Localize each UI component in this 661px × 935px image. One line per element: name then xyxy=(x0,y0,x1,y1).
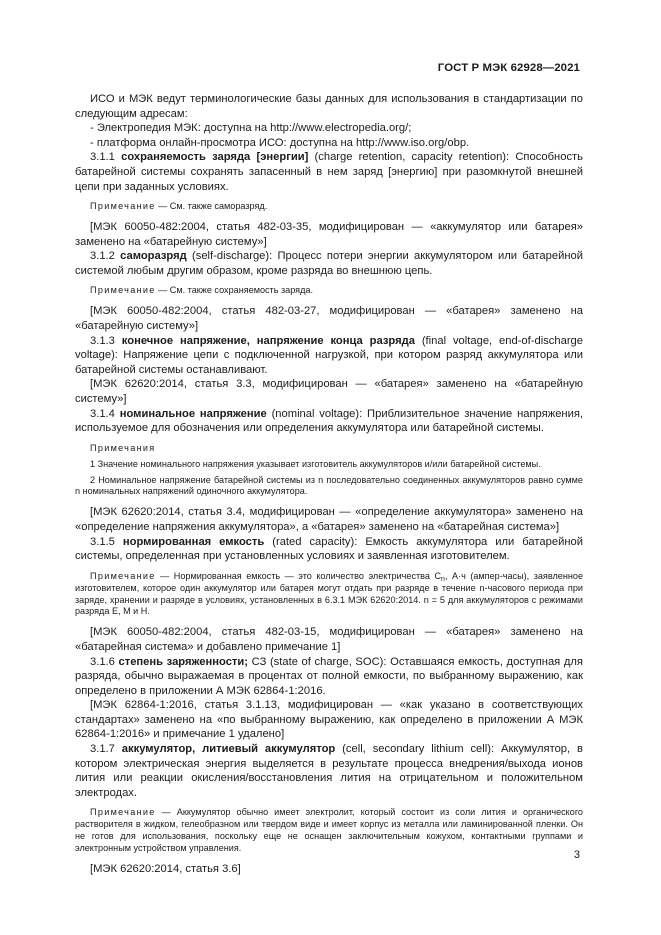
source-3-1-5: [МЭК 60050-482:2004, статья 482-03-15, модифицирован — «батарея» заменено на «батарейная система» и добавлено примечание 1] xyxy=(75,626,583,653)
note-label: Примечание xyxy=(90,285,156,296)
subscript-n: n xyxy=(441,575,445,583)
source-3-1-6: [МЭК 62864-1:2016, статья 3.1.13, модифицирован — «как указано в соответствующих стандартах» заменено на «по выбранному выражению, как определено в приложении А МЭК 62864-1:2016» и примечание 1 удалено] xyxy=(75,699,583,741)
source-3-1-4: [МЭК 62620:2014, статья 3.4, модифицирован — «определение аккумулятора» заменено на «определение напряжения аккумулятора», а «батарея» заменено на «батарейная система»] xyxy=(75,506,583,533)
term-title: саморазряд xyxy=(120,250,187,263)
term-definition: (cell, secondary lithium cell): Аккумулятор, в котором электрическая энергия выделяется в результате процесса внедрения/выхода ионов лития или реакции окисления/восстановления лития на отрицательном и положительном электродах. xyxy=(75,743,583,799)
source-3-1-3: [МЭК 62620:2014, статья 3.3, модифицирован — «батарея» заменено на «батарейную систему»] xyxy=(75,378,583,405)
term-3-1-5 xyxy=(75,535,583,564)
term-number: 3.1.1 xyxy=(90,151,122,164)
standard-code: ГОСТ Р МЭК 62928—2021 xyxy=(437,62,580,74)
notes-label-3-1-4 xyxy=(75,443,583,455)
source-3-1-1: [МЭК 60050-482:2004, статья 482-03-35, модифицирован — «аккумулятор или батарея» заменено на «батарейную систему»] xyxy=(75,221,583,248)
term-3-1-2 xyxy=(75,249,583,278)
note-3-1-2 xyxy=(75,285,583,297)
term-3-1-4 xyxy=(75,407,583,436)
term-number: 3.1.6 xyxy=(90,655,119,668)
note-label: Примечание xyxy=(90,807,156,818)
note-text: — См. также саморазряд. xyxy=(155,201,268,212)
term-3-1-1 xyxy=(75,150,583,194)
term-number: 3.1.2 xyxy=(90,250,121,263)
note-3-1-1 xyxy=(75,201,583,213)
term-title: сохраняемость заряда [энергии] xyxy=(121,151,309,164)
note-text: — Аккумулятор обычно имеет электролит, который состоит из соли лития и органического растворителя в жидком, гелеобразном или твердом виде и имеет корпус из металла или ламинированной пленки. Он не готов для использования, поскольку еще не оснащен заключительным кожухом, контактными группами и электронным устройством управления. xyxy=(75,807,583,854)
note-2-3-1-4: 2 Номинальное напряжение батарейной системы из n последовательно соединенных аккумуляторов равно сумме n номинальных напряжений одиночного аккумулятора. xyxy=(75,474,583,497)
note-text: — См. также сохраняемость заряда. xyxy=(155,285,313,296)
note-text-b: , А·ч (ампер-часы), заявленное изготовителем, которое один аккумулятор или батарея могут отдать при разряде в течение n-часового периода при заряде, хранении и разряде в условиях, установленных в 6.3.1 МЭК 62620:2014. n = 5 для аккумуляторов с режимами разряда Е, М и Н. xyxy=(75,570,583,617)
note-text-a: — Нормированная емкость — это количество электричества C xyxy=(155,570,442,581)
term-title: аккумулятор, литиевый аккумулятор xyxy=(121,743,336,756)
term-definition: (charge retention, capacity retention): Способность батарейной системы сохранять запасенный в нем заряд [энергию] при разомкнутой внешней цепи при заданных условиях. xyxy=(75,151,583,193)
term-3-1-3 xyxy=(75,334,583,378)
term-number: 3.1.7 xyxy=(90,743,122,756)
term-definition: СЗ (state of charge, SOC): Оставшаяся емкость, доступная для разряда, обычно выражаемая в процентах от полной емкости, по выбранному выражению, как определено в приложении А МЭК 62864-1:2016. xyxy=(75,655,583,697)
note-3-1-7 xyxy=(75,807,583,855)
term-title: нормированная емкость xyxy=(122,535,265,548)
bullet-electropedia: - Электропедия МЭК: доступна на http://www.electropedia.org/; xyxy=(90,122,412,135)
note-3-1-5 xyxy=(75,571,583,619)
source-3-1-2: [МЭК 60050-482:2004, статья 482-03-27, модифицирован — «батарея» заменено на «батарейную систему»] xyxy=(75,305,583,332)
note-1-3-1-4: 1 Значение номинального напряжения указывает изготовитель аккумуляторов и/или батарейной системы. xyxy=(90,458,541,469)
term-definition: (final voltage, end-of-discharge voltage): Напряжение цепи с подключенной нагрузкой, при котором разряд аккумулятора или батарейной системы останавливают. xyxy=(75,334,583,376)
term-number: 3.1.4 xyxy=(90,407,120,420)
bullet-iso-obp: - платформа онлайн-просмотра ИСО: доступна на http://www.iso.org/obp. xyxy=(90,136,470,149)
note-label: Примечание xyxy=(90,570,156,581)
intro-paragraph: ИСО и МЭК ведут терминологические базы данных для использования в стандартизации по следующим адресам: xyxy=(75,93,583,120)
term-3-1-6 xyxy=(75,655,583,699)
term-3-1-7 xyxy=(75,742,583,800)
notes-label: Примечания xyxy=(90,442,156,453)
term-title: конечное напряжение, напряжение конца разряда xyxy=(121,334,415,347)
note-label: Примечание xyxy=(90,201,156,212)
term-title: номинальное напряжение xyxy=(119,407,267,420)
term-number: 3.1.3 xyxy=(90,334,122,347)
term-definition: (nominal voltage): Приблизительное значение напряжения, используемое для обозначения или определения аккумулятора или батарейной системы. xyxy=(75,407,584,435)
term-definition: (rated capacity): Емкость аккумулятора или батарейной системы, определенная при установленных условиях и заявленная изготовителем. xyxy=(75,535,583,563)
body-text xyxy=(75,92,583,877)
page-number: 3 xyxy=(573,849,580,861)
source-3-1-7: [МЭК 62620:2014, статья 3.6] xyxy=(90,863,241,876)
term-number: 3.1.5 xyxy=(90,535,123,548)
term-definition: (self-discharge): Процесс потери энергии аккумулятором или батарейной системой любым другим образом, кроме разряда во внешнюю цепь. xyxy=(75,250,583,277)
term-title: степень заряженности; xyxy=(118,655,249,668)
